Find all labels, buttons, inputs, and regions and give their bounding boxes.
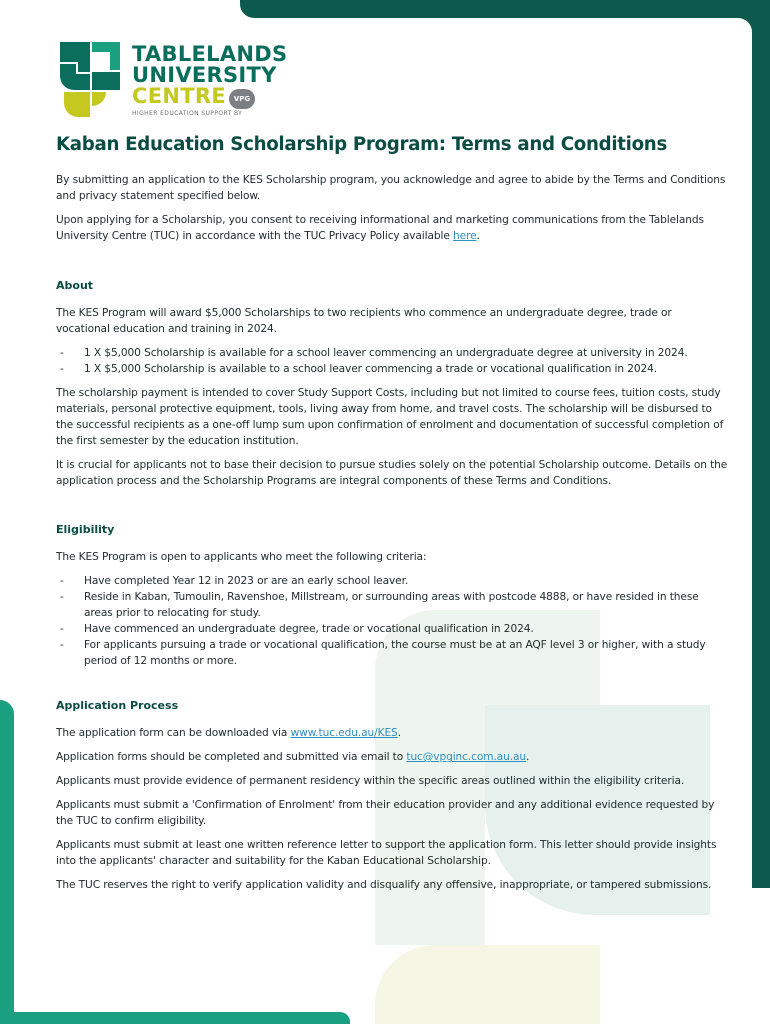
- tuc-logo-mark-icon: [60, 42, 120, 117]
- top-border-band: [240, 0, 770, 18]
- watermark-shape: [375, 945, 600, 1024]
- payment-paragraph: The scholarship payment is intended to cover Study Support Costs, including but not limited to course fees, tuition costs, study materials, personal protective equipment, tools, living away from home, and travel costs. The scholarship will be disbursed to the successful recipients as a one-off lump sum upon confirmation of enrolment and documentation of successful completion of the first semester by the education institution.: [56, 387, 724, 447]
- left-border-band: [0, 700, 14, 1024]
- enrolment-paragraph: Applicants must submit a 'Confirmation of Enrolment' from their education provider and any additional evidence requested by the TUC to confirm eligibility.: [56, 799, 715, 827]
- application-form-link[interactable]: www.tuc.edu.au/KES: [290, 727, 398, 739]
- intro-consent-paragraph: Upon applying for a Scholarship, you consent to receiving informational and marketing communications from the Tablelands University Centre (TUC) in accordance with the TUC Privacy Policy available here.: [56, 214, 704, 242]
- right-border-band: [752, 18, 770, 888]
- eligibility-list: [56, 573, 728, 669]
- reference-paragraph: Applicants must submit at least one written reference letter to support the application form. This letter should provide insights into the applicants' character and suitability for the Kaban Educational Scholarship.: [56, 839, 717, 867]
- application-section: [56, 699, 728, 893]
- logo-text-university: UNIVERSITY: [132, 63, 277, 87]
- applicant-notice-paragraph: It is crucial for applicants not to base their decision to pursue studies solely on the potential Scholarship outcome. Details on the application process and the Scholarship Programs are integral components of these Terms and Conditions.: [56, 459, 728, 487]
- border-corner: [738, 18, 752, 32]
- document-body: [56, 134, 728, 901]
- list-item: - Reside in Kaban, Tumoulin, Ravenshoe, Millstream, or surrounding areas with postcode 4888, or have resided in these areas prior to relocating for study.: [56, 589, 728, 621]
- submit-paragraph: Application forms should be completed and submitted via email to tuc@vpginc.com.au.au.: [56, 751, 530, 763]
- vpg-badge: VPG: [229, 89, 255, 109]
- residency-paragraph: Applicants must provide evidence of permanent residency within the specific areas outlined within the eligibility criteria.: [56, 775, 685, 787]
- about-heading: About: [56, 279, 94, 292]
- list-item: - For applicants pursuing a trade or vocational qualification, the course must be at an AQF level 3 or higher, with a study period of 12 months or more.: [56, 637, 728, 669]
- page-title: Kaban Education Scholarship Program: Terms and Conditions: [56, 134, 667, 155]
- privacy-policy-link[interactable]: here: [453, 230, 477, 242]
- scholarship-list: [56, 345, 728, 377]
- eligibility-section: [56, 523, 728, 669]
- list-item: - Have commenced an undergraduate degree, trade or vocational qualification in 2024.: [56, 621, 728, 637]
- intro-paragraph: By submitting an application to the KES Scholarship program, you acknowledge and agree to abide by the Terms and Conditions and privacy statement specified below.: [56, 174, 726, 202]
- logo-tagline: HIGHER EDUCATION SUPPORT BY: [132, 109, 243, 117]
- tuc-logo: [60, 42, 320, 122]
- eligibility-heading: Eligibility: [56, 523, 115, 536]
- list-item: - Have completed Year 12 in 2023 or are an early school leaver.: [56, 573, 728, 589]
- logo-text-tablelands: TABLELANDS: [132, 42, 288, 66]
- bottom-border-band: [0, 1012, 350, 1024]
- download-paragraph: The application form can be downloaded via www.tuc.edu.au/KES.: [56, 727, 401, 739]
- eligibility-paragraph: The KES Program is open to applicants who meet the following criteria:: [56, 551, 427, 563]
- about-paragraph: The KES Program will award $5,000 Scholarships to two recipients who commence an undergraduate degree, trade or vocational education and training in 2024.: [56, 307, 672, 335]
- logo-text-centre: CENTRE: [132, 84, 226, 108]
- application-heading: Application Process: [56, 699, 179, 712]
- about-section: [56, 279, 728, 489]
- email-link[interactable]: tuc@vpginc.com.au.au: [406, 751, 527, 763]
- list-item: - 1 X $5,000 Scholarship is available for a school leaver commencing an undergraduate degree at university in 2024.: [56, 345, 728, 361]
- verification-paragraph: The TUC reserves the right to verify application validity and disqualify any offensive, inappropriate, or tampered submissions.: [56, 879, 712, 891]
- list-item: - 1 X $5,000 Scholarship is available to a school leaver commencing a trade or vocational qualification in 2024.: [56, 361, 728, 377]
